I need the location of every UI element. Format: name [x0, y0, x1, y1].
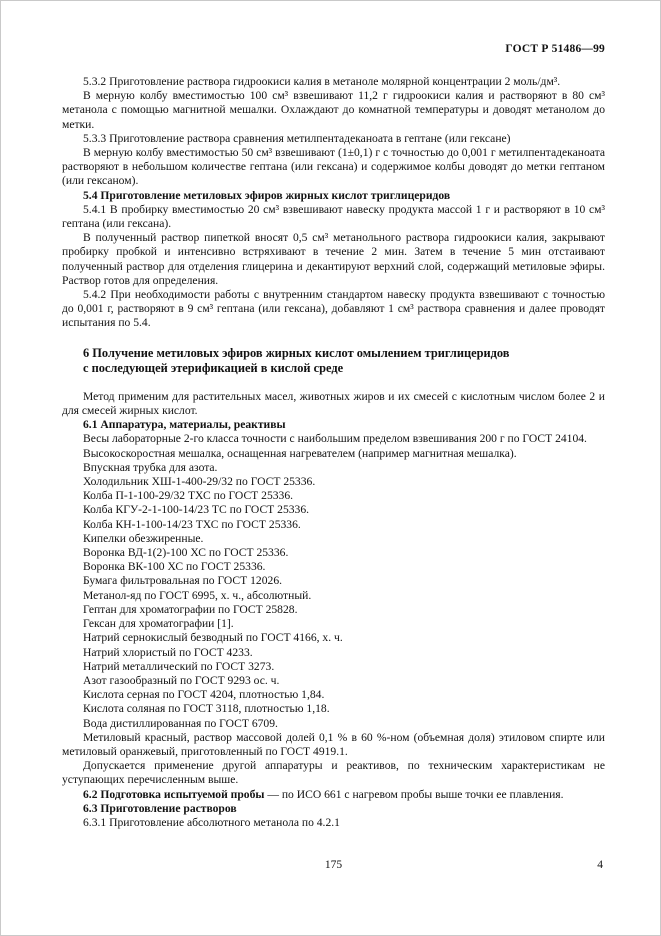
- para-funnel-vk: Воронка ВК-100 ХС по ГОСТ 25336.: [83, 560, 266, 574]
- para-5-4-1-detail: В полученный раствор пипеткой вносят 0,5 см³ метанольного раствора гидроокиси калия, закрывают пробирку пробкой и интенсивно встряхивают в течение 2 мин. Затем в течение 5 мин отстаивают полученный раствор для отделения глицерина и декантируют верхний слой, содержащий метиловые эфиры. Раствор готов для определения.: [62, 231, 605, 287]
- para-methanol: Метанол-яд по ГОСТ 6995, х. ч., абсолютный.: [83, 588, 312, 602]
- para-condenser: Холодильник ХШ-1-400-29/32 по ГОСТ 25336.: [83, 475, 316, 489]
- para-5-4-1: 5.4.1 В пробирку вместимостью 20 см³ взвешивают навеску продукта массой 1 г и растворяют в 10 см³ гептана (или гексана).: [62, 202, 605, 231]
- section-6-heading-line1: 6 Получение метиловых эфиров жирных кислот омылением триглицеридов: [83, 345, 510, 360]
- para-methyl-red: Метиловый красный, раствор массовой долей 0,1 % в 60 %-ном (объемная доля) этиловом спирте или метиловый оранжевый, приготовленный по ГОСТ 4919.1.: [62, 730, 605, 758]
- para-hydrochloric-acid: Кислота соляная по ГОСТ 3118, плотностью 1,18.: [83, 702, 330, 716]
- section-6-heading: [62, 346, 605, 377]
- para-5-3-2: 5.3.2 Приготовление раствора гидроокиси калия в метаноле молярной концентрации 2 моль/дм³.: [83, 75, 561, 88]
- para-6-3-1: 6.3.1 Приготовление абсолютного метанола по 4.2.1: [83, 815, 340, 829]
- para-5-4-2: 5.4.2 При необходимости работы с внутренним стандартом навеску продукта взвешивают с точностью до 0,001 г, растворяют в 9 см³ гептана (или гексана), добавляют 1 см³ раствора сравнения и далее проводят испытания по 5.4.: [62, 288, 605, 330]
- para-5-3-2-detail: В мерную колбу вместимостью 100 см³ взвешивают 11,2 г гидроокиси калия и растворяют в 80 см³ метанола с помощью магнитной мешалки. Охлаждают до комнатной температуры и доводят метанолом до метки.: [62, 89, 605, 131]
- heading-5-4: 5.4 Приготовление метиловых эфиров жирных кислот триглицеридов: [83, 188, 451, 202]
- doc-number: ГОСТ Р 51486—99: [505, 43, 605, 55]
- para-distilled-water: Вода дистиллированная по ГОСТ 6709.: [83, 716, 278, 730]
- para-method-scope: Метод применим для растительных масел, животных жиров и их смесей с кислотным числом более 2 и для смесей жирных кислот.: [62, 389, 605, 418]
- para-sulfuric-acid: Кислота серная по ГОСТ 4204, плотностью 1,84.: [83, 688, 325, 702]
- section-6-heading-line2: с последующей этерификацией в кислой среде: [83, 361, 344, 376]
- para-5-3-3: 5.3.3 Приготовление раствора сравнения метилпентадеканоата в гептане (или гексане): [83, 131, 511, 145]
- footer-page-number-center: 175: [324, 859, 343, 871]
- para-flask-kgu: Колба КГУ-2-1-100-14/23 ТС по ГОСТ 25336.: [83, 503, 310, 517]
- para-boiling-chips: Кипелки обезжиренные.: [83, 531, 204, 545]
- para-funnel-vd: Воронка ВД-1(2)-100 ХС по ГОСТ 25336.: [83, 546, 289, 560]
- para-filter-paper: Бумага фильтровальная по ГОСТ 12026.: [83, 574, 283, 588]
- para-nitrogen-gas: Азот газообразный по ГОСТ 9293 ос. ч.: [83, 673, 280, 687]
- page-content: [62, 43, 605, 830]
- para-hexane: Гексан для хроматографии [1].: [83, 617, 234, 631]
- para-6-2-title: 6.2 Подготовка испытуемой пробы: [83, 787, 265, 801]
- footer-page-number-right: 4: [597, 859, 603, 871]
- para-flask-p1: Колба П-1-100-29/32 ТХС по ГОСТ 25336.: [83, 489, 294, 503]
- para-scales: Весы лабораторные 2-го класса точности с наибольшим пределом взвешивания 200 г по ГОСТ 24104.: [83, 432, 587, 446]
- para-mixer: Высокоскоростная мешалка, оснащенная нагревателем (например магнитная мешалка).: [83, 446, 517, 460]
- para-sodium-metal: Натрий металлический по ГОСТ 3273.: [83, 659, 275, 673]
- heading-6-1: 6.1 Аппаратура, материалы, реактивы: [83, 418, 286, 432]
- heading-6-3: 6.3 Приготовление растворов: [83, 801, 237, 815]
- para-sodium-sulfate: Натрий сернокислый безводный по ГОСТ 4166, х. ч.: [83, 631, 343, 645]
- page-footer: [62, 859, 605, 875]
- para-nitrogen-tube: Впускная трубка для азота.: [83, 460, 218, 474]
- para-sodium-chloride: Натрий хлористый по ГОСТ 4233.: [83, 645, 253, 659]
- para-heptane: Гептан для хроматографии по ГОСТ 25828.: [83, 602, 298, 616]
- para-flask-kn: Колба КН-1-100-14/23 ТХС по ГОСТ 25336.: [83, 517, 301, 531]
- para-equivalent-equipment: Допускается применение другой аппаратуры и реактивов, по техническим характеристикам не уступающих перечисленным выше.: [62, 759, 605, 787]
- para-6-2-rest: — по ИСО 661 с нагревом пробы выше точки ее плавления.: [264, 787, 564, 801]
- para-6-2: [62, 788, 605, 802]
- para-5-3-3-detail: В мерную колбу вместимостью 50 см³ взвешивают (1±0,1) г с точностью до 0,001 г метилпентадеканоата растворяют в небольшом количестве гептана (или гексана) и содержимое колбы доводят до метки гептаном (или гексаном).: [62, 146, 605, 188]
